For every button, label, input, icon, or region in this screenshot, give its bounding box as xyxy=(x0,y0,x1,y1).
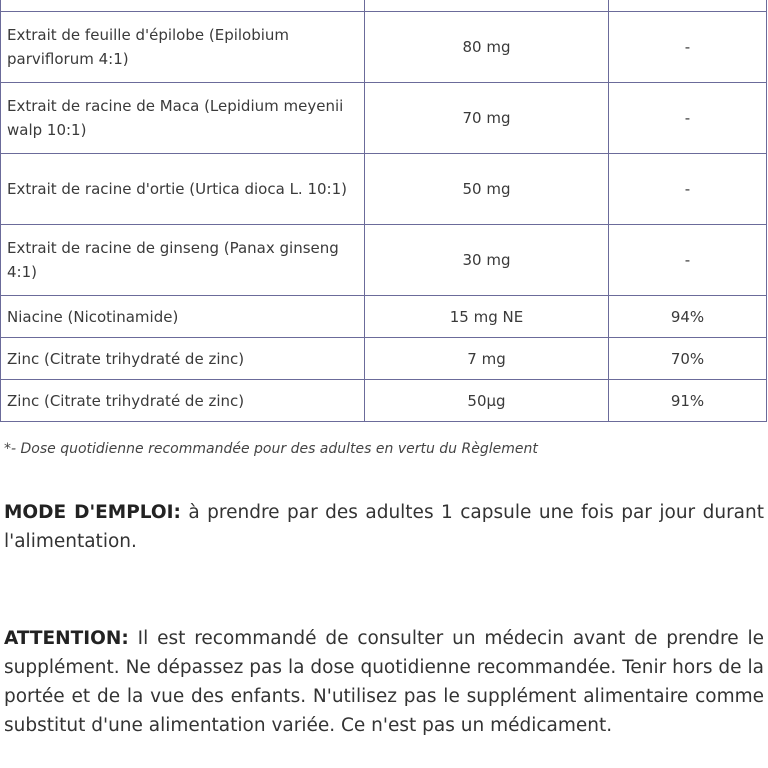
table-row xyxy=(1,380,767,422)
ingredient-percent xyxy=(609,0,767,12)
usage-text: à prendre par des adultes 1 capsule une fois par jour durant l'alimentation. xyxy=(4,502,764,552)
ingredient-name: Niacine (Nicotinamide) xyxy=(1,296,365,338)
ingredient-amount: 30 mg xyxy=(365,225,609,296)
warning-text: Il est recommandé de consulter un médecin avant de prendre le supplément. Ne dépassez pas la dose quotidienne recommandée. Tenir hors de la portée et de la vue des enfants. N'utilisez pas le supplément alimentaire comme substitut d'une alimentation variée. Ce n'est pas un médicament. xyxy=(4,628,764,736)
ingredient-percent: 94% xyxy=(609,296,767,338)
ingredient-name xyxy=(1,0,365,12)
ingredient-percent: - xyxy=(609,83,767,154)
ingredient-percent: - xyxy=(609,12,767,83)
ingredient-amount: 7 mg xyxy=(365,338,609,380)
ingredient-amount: 50µg xyxy=(365,380,609,422)
table-row xyxy=(1,296,767,338)
ingredient-amount: 80 mg xyxy=(365,12,609,83)
ingredient-percent: - xyxy=(609,225,767,296)
table-row xyxy=(1,83,767,154)
daily-dose-footnote: *- Dose quotidienne recommandée pour des adultes en vertu du Règlement xyxy=(4,441,538,457)
table-row xyxy=(1,0,767,12)
ingredient-amount: 15 mg NE xyxy=(365,296,609,338)
table-row xyxy=(1,338,767,380)
ingredient-percent: - xyxy=(609,154,767,225)
ingredient-name: Zinc (Citrate trihydraté de zinc) xyxy=(1,338,365,380)
ingredient-name: Extrait de racine d'ortie (Urtica dioca L. 10:1) xyxy=(1,154,365,225)
warning-label: ATTENTION: xyxy=(4,628,129,649)
ingredient-name: Zinc (Citrate trihydraté de zinc) xyxy=(1,380,365,422)
ingredient-amount: 70 mg xyxy=(365,83,609,154)
ingredient-name: Extrait de feuille d'épilobe (Epilobium parviflorum 4:1) xyxy=(1,12,365,83)
ingredient-name: Extrait de racine de Maca (Lepidium meyenii walp 10:1) xyxy=(1,83,365,154)
ingredient-name: Extrait de racine de ginseng (Panax ginseng 4:1) xyxy=(1,225,365,296)
table-row xyxy=(1,225,767,296)
table-row xyxy=(1,12,767,83)
table-row xyxy=(1,154,767,225)
ingredient-percent: 70% xyxy=(609,338,767,380)
ingredient-percent: 91% xyxy=(609,380,767,422)
ingredient-amount: 50 mg xyxy=(365,154,609,225)
warning-paragraph xyxy=(4,624,764,740)
usage-instructions xyxy=(4,498,764,556)
ingredient-amount xyxy=(365,0,609,12)
usage-label: MODE D'EMPLOI: xyxy=(4,502,181,523)
